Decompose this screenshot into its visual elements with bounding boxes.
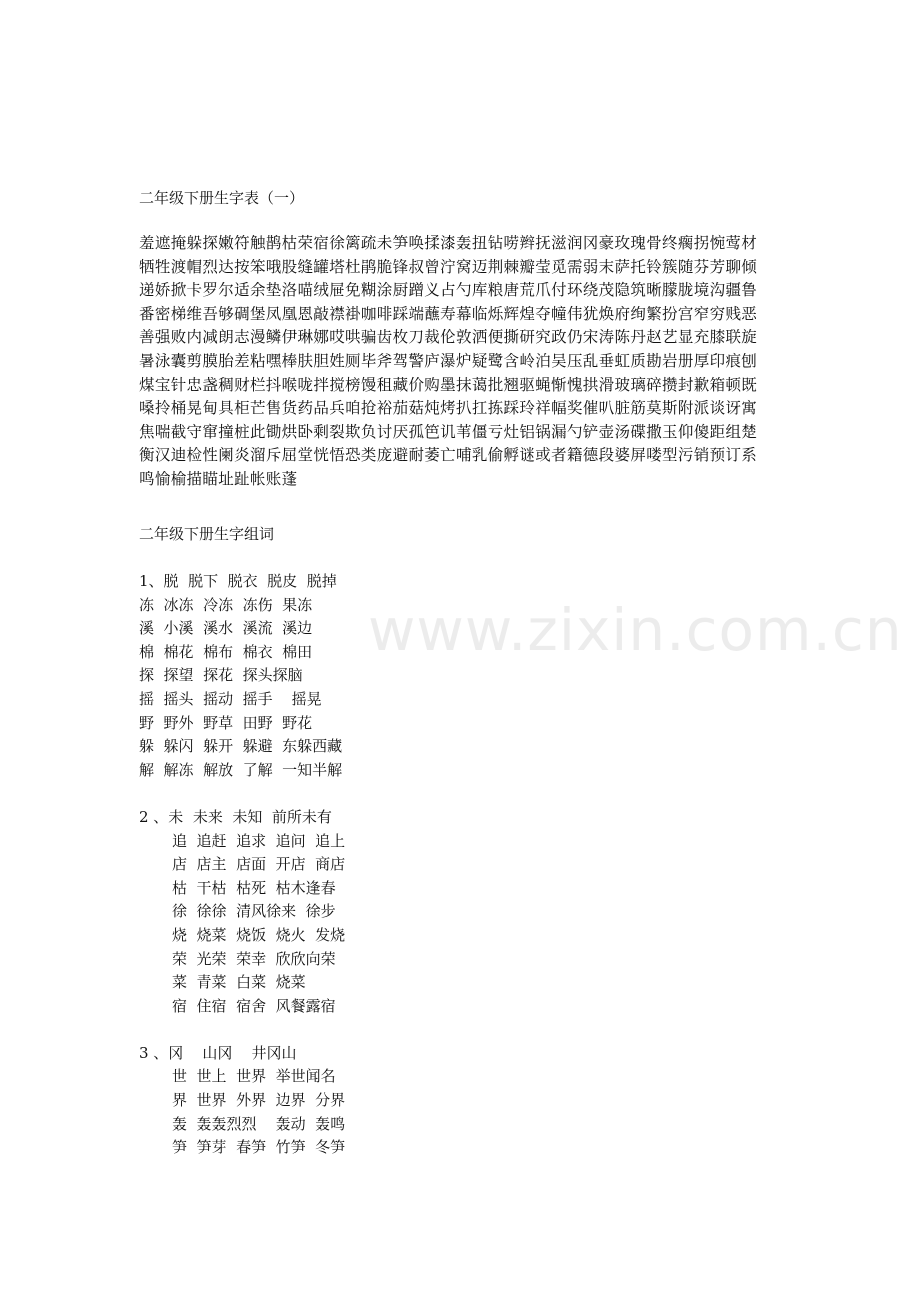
group-line: 店 店主 店面 开店 商店 [172, 855, 346, 874]
group-line: 2 、未 未来 未知 前所未有 [139, 807, 332, 826]
char-line: 煤宝针忠盏稠财栏抖喉咙拌搅榜馒租藏价购墨抹蔼批翘驱蝇惭愧拱滑玻璃碎攒封歉箱顿既 [139, 375, 758, 394]
word-group-2 [139, 806, 799, 1018]
group-line: 1、脱 脱下 脱衣 脱皮 脱掉 [139, 572, 337, 590]
group-line: 躲 躲闪 躲开 躲避 东躲西藏 [139, 737, 343, 756]
char-line: 番密梯维吾够碉堡凤凰恩敲襟褂咖啡踩端蘸寿幕临烁辉煌夺幢伟犹焕府绚繁扮宫窄穷贱恶 [139, 304, 758, 323]
watermark-text: www.zixin.com.cn [368, 596, 903, 664]
group-line: 轰 轰轰烈烈 轰动 轰鸣 [172, 1114, 346, 1133]
group-line: 解 解冻 解放 了解 一知半解 [139, 760, 343, 779]
group-line: 棉 棉花 棉布 棉衣 棉田 [139, 642, 313, 661]
group-line: 摇 摇头 摇动 摇手 摇晃 [139, 689, 322, 708]
word-group-1 [139, 570, 799, 782]
char-line: 嗓拎桶晃甸具柜芒售货药品兵咱抢裕茄菇炖烤扒扛拣踩玲祥幅奖催叭脏筋莫斯附派谈讶寓 [139, 399, 758, 418]
group-line: 荣 光荣 荣幸 欣欣向荣 [172, 949, 336, 968]
word-groups [139, 570, 799, 1160]
char-line: 焦喘截守窜撞桩此锄烘卧剩裂欺负讨厌孤笆讥苇僵亏灶铝锅漏勺铲壶汤碟撒玉仰傻距组楚 [139, 422, 758, 441]
char-table-block [139, 232, 799, 492]
group-line: 笋 笋芽 春笋 竹笋 冬笋 [172, 1138, 346, 1157]
group-line: 世 世上 世界 举世闻名 [172, 1067, 336, 1086]
char-line: 暑泳囊剪膜胎差粘嘿棒肤胆姓厕毕斧驾警庐瀑炉疑鹭含岭泊吴压乱垂虹质勘岩册厚印痕刨 [139, 351, 758, 370]
group-line: 探 探望 探花 探头探脑 [139, 666, 303, 685]
group-line: 野 野外 野草 田野 野花 [139, 713, 313, 732]
char-line: 羞遮掩躲探嫩符触鹊枯荣宿徐篱疏未笋唤揉漆轰扭钻唠辫抚滋润冈豪玫瑰骨终瘸拐惋莺材 [139, 234, 758, 252]
spacer [139, 1018, 799, 1042]
group-line: 追 追赶 追求 追问 追上 [172, 831, 346, 850]
group-line: 徐 徐徐 清风徐来 徐步 [172, 902, 336, 921]
char-line: 递娇掀卡罗尔适余垫洛喵绒屉免糊涂厨蹭义占勺库粮唐荒爪付环绕茂隐筑晰朦胧境沟疆鲁 [139, 281, 758, 300]
group-line: 烧 烧菜 烧饭 烧火 发烧 [172, 925, 346, 944]
group-line: 溪 小溪 溪水 溪流 溪边 [139, 619, 313, 638]
char-line: 牺牲渡帽烈达按笨哦股缝罐塔杜鹃脆锋叔曾泞窝迈荆棘瓣莹觅需弱末萨托铃簇随芬芳聊倾 [139, 257, 758, 276]
spacer [139, 782, 799, 806]
char-table-title: 二年级下册生字表（一） [139, 189, 305, 207]
group-line: 冻 冰冻 冷冻 冻伤 果冻 [139, 595, 313, 614]
group-line: 枯 干枯 枯死 枯木逢春 [172, 878, 336, 897]
word-group-title: 二年级下册生字组词 [139, 525, 275, 543]
char-line: 善强败内减朗志漫鳞伊琳娜哎哄骗齿枚刀裁伦敦洒便撕研究政仍宋涛陈丹赵艺显充膝联旋 [139, 328, 758, 347]
word-group-3 [139, 1042, 799, 1160]
group-line: 界 世界 外界 边界 分界 [172, 1091, 346, 1110]
char-line: 鸣愉榆描瞄址趾帐账蓬 [139, 469, 298, 488]
group-line: 3 、冈 山冈 井冈山 [139, 1043, 297, 1062]
char-line: 衡汉迪检性阑炎溜斥屈堂恍悟恐类庞避耐萎亡哺乳偷孵谜或者籍德段婆屏喽型污销预订系 [139, 446, 758, 465]
group-line: 菜 青菜 白菜 烧菜 [172, 973, 306, 992]
group-line: 宿 住宿 宿舍 风餐露宿 [172, 996, 336, 1015]
